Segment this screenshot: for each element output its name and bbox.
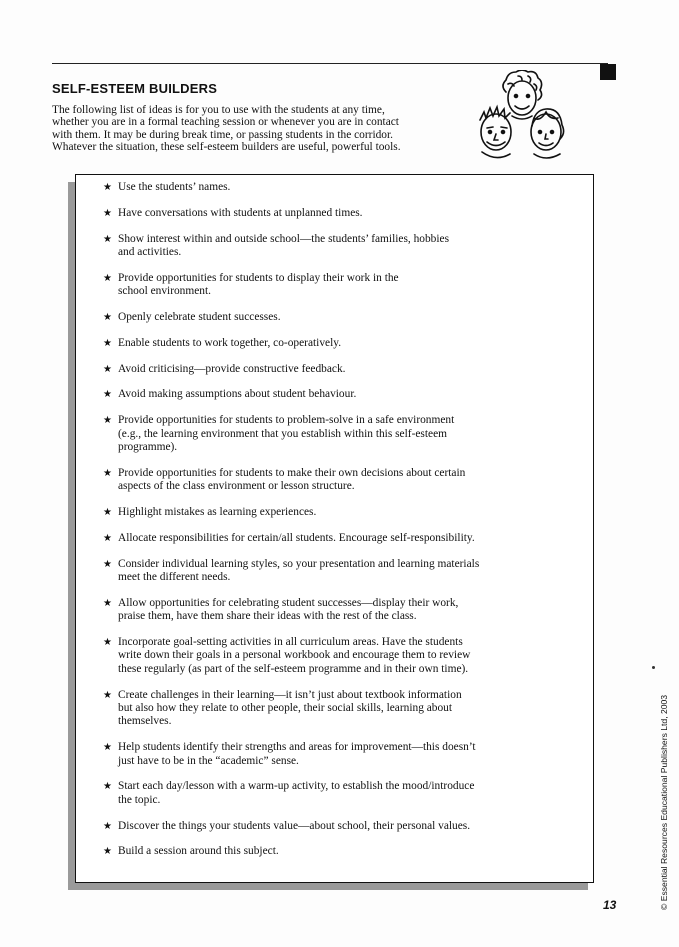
list-item — [103, 597, 543, 624]
list-item — [103, 181, 543, 194]
list-item-text: Provide opportunities for students to display their work in the — [118, 271, 399, 284]
list-item-text: Highlight mistakes as learning experiences. — [118, 506, 317, 518]
list-item — [103, 311, 543, 324]
list-item-text: these regularly (as part of the self-esteem programme and in their own time). — [118, 662, 469, 675]
star-bullet-icon: ★ — [103, 363, 112, 375]
list-item-text: Provide opportunities for students to problem-solve in a safe environment — [118, 414, 455, 427]
star-bullet-icon: ★ — [103, 689, 112, 701]
star-bullet-icon: ★ — [103, 742, 112, 754]
side-marker-dot — [652, 666, 655, 669]
list-item-text: just have to be in the “academic” sense. — [118, 754, 299, 767]
star-bullet-icon: ★ — [103, 558, 112, 570]
list-item — [103, 388, 543, 401]
list-item-text: Avoid making assumptions about student behaviour. — [118, 388, 357, 401]
star-bullet-icon: ★ — [103, 846, 112, 858]
list-item-text: the topic. — [118, 793, 161, 806]
list-item-text: Create challenges in their learning—it isn’t just about textbook information — [118, 688, 462, 701]
list-item-text: Incorporate goal-setting activities in all curriculum areas. Have the students — [118, 636, 463, 648]
star-bullet-icon: ★ — [103, 312, 112, 323]
list-item-text: but also how they relate to other people, their social skills, learning about — [118, 702, 453, 715]
list-item-text: Enable students to work together, co-operatively. — [118, 336, 342, 349]
intro-line: Whatever the situation, these self-esteem builders are useful, powerful tools. — [52, 141, 401, 154]
list-item — [103, 337, 543, 350]
list-item-text: Discover the things your students value—about school, their personal values. — [118, 819, 471, 832]
list-item-text: school environment. — [118, 285, 212, 298]
star-bullet-icon: ★ — [103, 272, 112, 284]
list-item-text: Allocate responsibilities for certain/all students. Encourage self-responsibility. — [118, 531, 475, 544]
star-bullet-icon: ★ — [103, 207, 112, 219]
star-bullet-icon: ★ — [103, 637, 112, 648]
list-item — [103, 233, 543, 260]
list-item — [103, 207, 543, 220]
list-item — [103, 532, 543, 545]
list-item-text: Have conversations with students at unplanned times. — [118, 206, 363, 219]
list-item-text: Openly celebrate student successes. — [118, 311, 281, 323]
list-item-text: Consider individual learning styles, so your presentation and learning materials — [118, 557, 480, 570]
star-bullet-icon: ★ — [103, 233, 112, 245]
list-item — [103, 363, 543, 376]
intro-line: whether you are in a formal teaching session or whenever you are in contact — [52, 116, 399, 129]
list-item-text: meet the different needs. — [118, 571, 231, 583]
corner-square-marker — [600, 64, 616, 80]
copyright-notice: © Essential Resources Educational Publishers Ltd, 2003 — [659, 694, 669, 910]
list-item-text: Allow opportunities for celebrating student successes—display their work, — [118, 596, 459, 609]
page-number: 13 — [603, 898, 617, 912]
list-item-text: themselves. — [118, 715, 172, 728]
list-item — [103, 741, 543, 768]
list-item-text: (e.g., the learning environment that you establish within this self-esteem — [118, 427, 447, 440]
list-item — [103, 272, 543, 299]
top-rule — [52, 63, 608, 64]
list-item-text: Use the students’ names. — [118, 181, 231, 193]
list-item-text: write down their goals in a personal workbook and encourage them to review — [118, 649, 471, 662]
star-bullet-icon: ★ — [103, 415, 112, 427]
list-box — [75, 174, 594, 883]
list-item-text: Help students identify their strengths and areas for improvement—this doesn’t — [118, 741, 476, 754]
star-bullet-icon: ★ — [103, 597, 112, 609]
intro-line: with them. It may be during break time, or passing students in the corridor. — [52, 128, 394, 141]
star-bullet-icon: ★ — [103, 467, 112, 479]
self-esteem-builders-list — [103, 181, 543, 871]
intro-line: The following list of ideas is for you to use with the students at any time, — [52, 104, 385, 116]
list-item — [103, 506, 543, 519]
list-item-text: Provide opportunities for students to make their own decisions about certain — [118, 466, 466, 479]
list-item — [103, 689, 543, 729]
list-item — [103, 636, 543, 676]
list-item-text: programme). — [118, 441, 178, 453]
intro-paragraph — [52, 104, 467, 154]
list-item-text: Build a session around this subject. — [118, 845, 279, 858]
list-item — [103, 845, 543, 858]
star-bullet-icon: ★ — [103, 337, 112, 349]
list-item-text: praise them, have them share their ideas with the rest of the class. — [118, 610, 417, 623]
list-item-text: and activities. — [118, 246, 182, 258]
list-item — [103, 780, 543, 807]
star-bullet-icon: ★ — [103, 820, 112, 832]
list-item-text: aspects of the class environment or lesson structure. — [118, 480, 355, 493]
star-bullet-icon: ★ — [103, 389, 112, 401]
list-item — [103, 467, 543, 494]
star-bullet-icon: ★ — [103, 781, 112, 793]
list-item — [103, 820, 543, 833]
list-item-text: Show interest within and outside school—the students’ families, hobbies — [118, 232, 450, 245]
three-faces-illustration-icon — [472, 70, 572, 162]
star-bullet-icon: ★ — [103, 182, 112, 193]
list-item-text: Start each day/lesson with a warm-up activity, to establish the mood/introduce — [118, 780, 475, 793]
list-item — [103, 558, 543, 585]
list-item-text: Avoid criticising—provide constructive feedback. — [118, 362, 346, 375]
page-title: SELF-ESTEEM BUILDERS — [52, 81, 218, 96]
star-bullet-icon: ★ — [103, 532, 112, 544]
list-item — [103, 414, 543, 454]
star-bullet-icon: ★ — [103, 507, 112, 518]
